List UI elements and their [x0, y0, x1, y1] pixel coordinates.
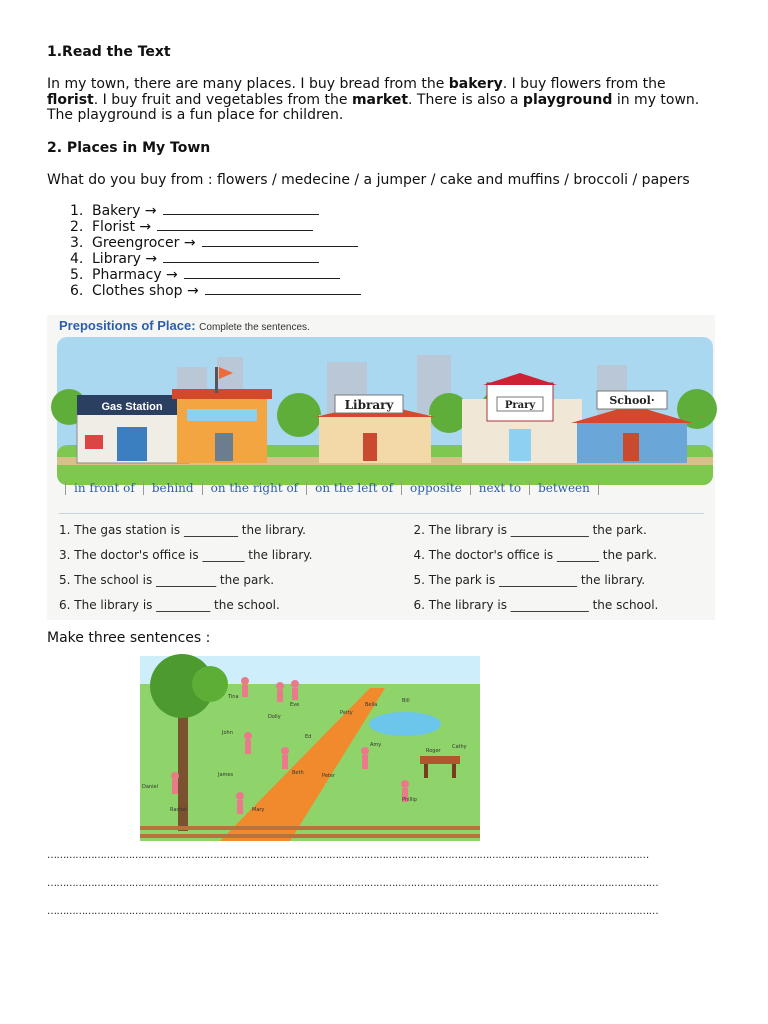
answer-blank[interactable]	[202, 235, 358, 247]
list-item: 2. Florist →	[70, 219, 361, 235]
word-bank-item: on the left of	[306, 481, 401, 495]
sign-park: Prary	[504, 400, 536, 411]
sentence-row	[59, 592, 709, 617]
word-bank-item: behind	[143, 481, 202, 495]
sentence: 5. The park is _____________ the library.	[413, 572, 646, 587]
word-bank-item: on the right of	[202, 481, 307, 495]
name-label: Daniel	[142, 784, 158, 790]
make-three-prompt: Make three sentences :	[47, 630, 211, 646]
name-label: James	[218, 772, 234, 778]
sentence: 4. The doctor's office is _______ the park.	[413, 547, 657, 562]
word-bank-item: in front of	[65, 481, 143, 495]
name-label: Roger	[426, 748, 441, 754]
name-label: Ed	[305, 734, 312, 740]
name-label: Bill	[402, 698, 410, 704]
sentence-row	[59, 542, 709, 567]
answer-line[interactable]: ……………………………………………………………………………………………………………………………………………………………………………	[47, 906, 659, 917]
answer-line[interactable]: ……………………………………………………………………………………………………………………………………………………………………………	[47, 878, 659, 889]
name-label: Tina	[228, 694, 239, 700]
worksheet-title: Prepositions of Place: Complete the sentences.	[59, 318, 310, 333]
list-item: 3. Greengrocer →	[70, 235, 361, 251]
gas-station-building	[77, 395, 189, 463]
sign-library: Library	[344, 398, 394, 412]
name-label: Peter	[322, 773, 336, 779]
list-item: 6. Clothes shop →	[70, 283, 361, 299]
name-label: Bella	[365, 702, 378, 708]
section2-heading: 2. Places in My Town	[47, 140, 211, 156]
playground-illustration	[140, 656, 480, 841]
list-item: 1. Bakery →	[70, 203, 361, 219]
name-label: Rachel	[170, 807, 187, 813]
sign-school: School·	[609, 394, 655, 407]
sentence: 1. The gas station is _________ the library.	[59, 522, 306, 537]
sentence: 2. The library is _____________ the park.	[413, 522, 647, 537]
name-label: Dolly	[268, 714, 281, 720]
name-label: Amy	[370, 742, 382, 748]
name-label: Cathy	[452, 744, 467, 750]
answer-blank[interactable]	[163, 251, 319, 263]
section2-prompt: What do you buy from : flowers / medecine / a jumper / cake and muffins / broccoli / papers	[47, 172, 690, 188]
name-label: Beth	[292, 770, 304, 776]
town-scene-illustration	[57, 337, 713, 485]
sentence: 6. The library is _________ the school.	[59, 597, 280, 612]
name-label: Phillip	[402, 797, 417, 803]
word-bank-item: between	[529, 481, 599, 495]
name-label: Mary	[252, 807, 265, 813]
divider	[59, 513, 704, 514]
answer-blank[interactable]	[184, 267, 340, 279]
prepositions-sentences	[59, 517, 709, 617]
sentence: 5. The school is __________ the park.	[59, 572, 275, 587]
answer-blank[interactable]	[157, 219, 313, 231]
word-bank-item: opposite	[401, 481, 470, 495]
sentence-row	[59, 567, 709, 592]
section1-heading: 1.Read the Text	[47, 44, 171, 60]
sentence: 6. The library is _____________ the school.	[413, 597, 659, 612]
places-list	[70, 203, 361, 299]
answer-line[interactable]: …………………………………………………………………………………………………………………………………………………………………………	[47, 850, 649, 861]
name-label: Patty	[340, 710, 353, 716]
name-label: John	[222, 730, 233, 736]
list-item: 4. Library →	[70, 251, 361, 267]
word-bank-item: next to	[470, 481, 529, 495]
sentence-row	[59, 517, 709, 542]
answer-blank[interactable]	[163, 203, 319, 215]
sentence: 3. The doctor's office is _______ the library.	[59, 547, 313, 562]
name-label: Eve	[290, 702, 300, 708]
reading-text: In my town, there are many places. I buy bread from the bakery. I buy flowers from the florist. I buy fruit and vegetables from the market. There is also a playground in my town. The playground is a fun place for children.	[47, 76, 700, 123]
word-bank	[65, 477, 697, 499]
answer-blank[interactable]	[205, 283, 361, 295]
sign-gas-station: Gas Station	[101, 401, 163, 413]
list-item: 5. Pharmacy →	[70, 267, 361, 283]
prepositions-worksheet	[47, 315, 715, 620]
